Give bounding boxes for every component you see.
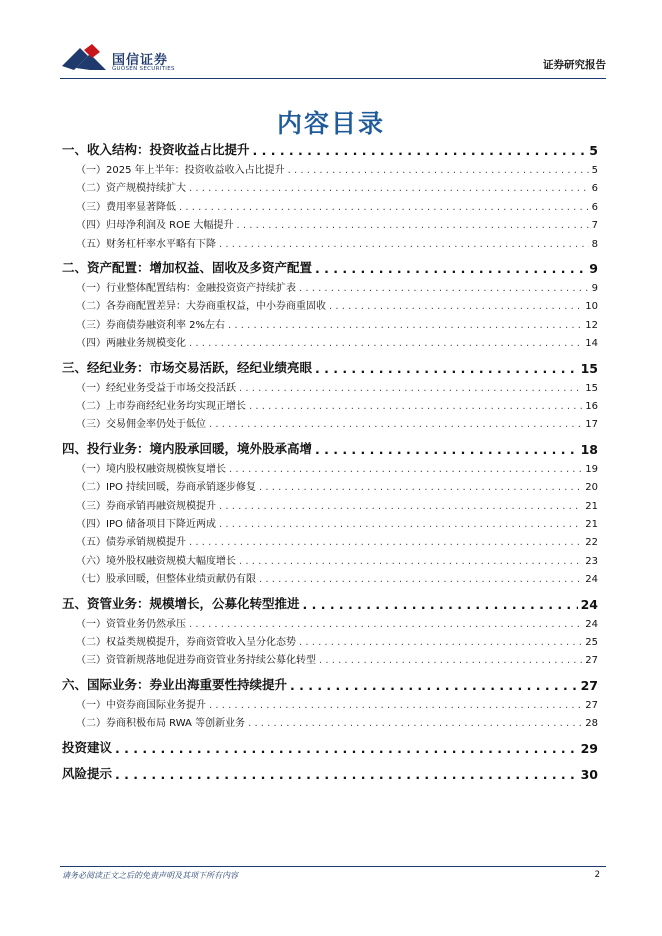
toc-subsection-entry[interactable] [62, 397, 598, 412]
toc-dot-leader [209, 419, 582, 430]
toc-entry-title: 一、收入结构：投资收益占比提升 [62, 142, 250, 157]
toc-subsection-entry[interactable] [62, 334, 598, 349]
toc-dot-leader [229, 464, 582, 475]
toc-subsection-entry[interactable] [62, 633, 598, 648]
toc-entry-title: 五、资管业务：规模增长，公募化转型推进 [62, 595, 300, 611]
toc-entry-title: （二）券商积极布局 RWA 等创新业务 [76, 718, 246, 730]
toc-entry-title: （二）IPO 持续回暖，券商承销逐步修复 [76, 482, 257, 494]
toc-dot-leader [248, 718, 582, 729]
toc-page-number: 15 [580, 360, 598, 376]
toc-entry-title: 三、经纪业务：市场交易活跃，经纪业绩亮眼 [62, 359, 313, 375]
toc-subsection-entry[interactable] [62, 198, 598, 213]
header-divider [60, 78, 606, 79]
toc-subsection-entry[interactable] [62, 179, 598, 194]
toc-subsection-entry[interactable] [62, 316, 598, 331]
toc-subsection-entry[interactable] [62, 615, 598, 630]
toc-dot-leader [249, 401, 582, 412]
toc-subsection-entry[interactable] [62, 478, 598, 493]
toc-page-number: 15 [585, 382, 598, 394]
toc-dot-leader [259, 482, 582, 493]
toc-entry-title: （一）中资券商国际业务提升 [76, 699, 206, 711]
toc-section-entry[interactable] [62, 258, 598, 276]
toc-dot-leader [189, 183, 589, 194]
toc-entry-title: （四）归母净利润及 ROE 大幅提升 [76, 220, 234, 232]
toc-subsection-entry[interactable] [62, 216, 598, 231]
toc-entry-title: （一）境内股权融资规模恢复增长 [76, 463, 226, 475]
toc-entry-title: （四）两融业务规模变化 [76, 338, 186, 350]
toc-dot-leader [237, 220, 589, 231]
toc-dot-leader [228, 320, 582, 331]
toc-page-number: 23 [585, 555, 598, 567]
toc-section-entry[interactable] [62, 140, 598, 158]
toc-entry-title: （三）券商承销再融资规模提升 [76, 500, 216, 512]
toc-dot-leader [290, 678, 578, 693]
toc-entry-title: （一）经纪业务受益于市场交投活跃 [76, 382, 236, 394]
toc-page-number: 14 [585, 338, 598, 350]
footer-divider [60, 866, 606, 867]
toc-subsection-entry[interactable] [62, 415, 598, 430]
toc-subsection-entry[interactable] [62, 714, 598, 729]
toc-subsection-entry[interactable] [62, 651, 598, 666]
toc-dot-leader [115, 767, 578, 782]
toc-subsection-entry[interactable] [62, 552, 598, 567]
toc-page-number: 10 [585, 301, 598, 313]
toc-entry-title: （二）各券商配置差异：大券商重权益，中小券商重固收 [76, 301, 326, 313]
toc-entry-title: （二）资产规模持续扩大 [76, 183, 186, 195]
toc-entry-title: （二）权益类规模提升，券商资管收入呈分化态势 [76, 637, 296, 648]
toc-page-number: 5 [591, 165, 598, 176]
toc-dot-leader [288, 165, 589, 176]
guosen-logo-icon [60, 42, 108, 74]
toc-dot-leader [329, 301, 582, 312]
toc-subsection-entry[interactable] [62, 696, 598, 711]
toc-entry-title: （三）资管新规落地促进券商资管业务持续公募化转型 [76, 655, 316, 667]
page-title: 内容目录 [276, 109, 385, 138]
toc-entry-title: （五）财务杠杆率水平略有下降 [76, 238, 216, 250]
toc-entry-title: （六）境外股权融资规模大幅度增长 [76, 555, 236, 567]
toc-entry-title: 六、国际业务：券业出海重要性持续提升 [62, 676, 288, 692]
toc-dot-leader [189, 537, 582, 548]
toc-entry-title: （四）IPO 储备项目下降近两成 [76, 519, 217, 530]
toc-subsection-entry[interactable] [62, 497, 598, 512]
toc-dot-leader [315, 442, 578, 457]
toc-dot-leader [219, 519, 582, 530]
page-header [60, 40, 606, 78]
toc-page-number: 21 [585, 519, 598, 530]
toc-page-number: 24 [580, 596, 598, 612]
toc-section-entry[interactable] [62, 675, 598, 693]
footer-disclaimer: 请务必阅读正文之后的免责声明及其项下所有内容 [62, 871, 238, 880]
toc-entry-title: （三）券商债券融资利率 2%左右 [76, 319, 226, 331]
toc-page-number: 16 [585, 401, 598, 412]
toc-page-number: 27 [585, 655, 598, 667]
company-logo [60, 40, 190, 78]
toc-page-number: 7 [591, 220, 598, 232]
logo-text-cn: 国信证券 [112, 53, 169, 68]
toc-section-entry[interactable] [62, 439, 598, 457]
toc-dot-leader [303, 597, 578, 612]
toc-entry-title: 二、资产配置：增加权益、固收及多资产配置 [62, 260, 313, 275]
toc-dot-leader [315, 361, 578, 376]
toc-page-number: 30 [580, 766, 598, 782]
toc-subsection-entry[interactable] [62, 297, 598, 312]
toc-subsection-entry[interactable] [62, 570, 598, 585]
toc-dot-leader [299, 637, 582, 648]
toc-subsection-entry[interactable] [62, 379, 598, 394]
toc-page-number: 6 [591, 201, 598, 213]
toc-page-number: 29 [580, 740, 598, 756]
toc-page-number: 21 [585, 500, 598, 512]
toc-entry-title: （一）2025 年上半年：投资收益收入占比提升 [76, 165, 285, 176]
report-type-label: 证券研究报告 [543, 59, 606, 71]
toc-dot-leader [239, 383, 582, 394]
toc-dot-leader [115, 741, 578, 756]
toc-entry-title: 四、投行业务：境内股承回暖，境外股承高增 [62, 440, 313, 456]
toc-page-number: 25 [585, 637, 598, 648]
toc-dot-leader [253, 143, 587, 158]
toc-dot-leader [239, 556, 582, 567]
toc-page-number: 20 [585, 482, 598, 494]
toc-dot-leader [315, 261, 586, 276]
toc-dot-leader [299, 283, 589, 294]
toc-dot-leader [179, 202, 589, 213]
toc-page-number: 6 [591, 183, 598, 195]
toc-section-entry[interactable] [62, 738, 598, 756]
toc-page-number: 24 [585, 574, 598, 586]
toc-entry-title: （二）上市券商经纪业务均实现正增长 [76, 401, 246, 412]
toc-entry-title: （一）资管业务仍然承压 [76, 618, 186, 630]
toc-page-number: 9 [589, 261, 598, 276]
toc-dot-leader [189, 619, 582, 630]
toc-entry-title: 风险提示 [62, 765, 113, 781]
logo-text-en: GUOSEN SECURITIES [112, 66, 175, 72]
toc-page-number: 27 [585, 699, 598, 711]
toc-page-number: 27 [580, 677, 598, 693]
toc-entry-title: （三）费用率显著降低 [76, 201, 176, 213]
toc-subsection-entry[interactable] [62, 161, 598, 176]
toc-page-number: 19 [585, 463, 598, 475]
toc-dot-leader [189, 338, 582, 349]
toc-subsection-entry[interactable] [62, 460, 598, 475]
toc-entry-title: （七）股承回暖，但整体业绩贡献仍有限 [76, 574, 256, 586]
toc-subsection-entry[interactable] [62, 235, 598, 250]
toc-page-number: 5 [589, 143, 598, 158]
toc-page-number: 9 [591, 283, 598, 294]
toc-page-number: 28 [585, 718, 598, 730]
toc-page-number: 18 [580, 441, 598, 457]
toc-dot-leader [319, 655, 582, 666]
toc-page-number: 22 [585, 537, 598, 549]
toc-dot-leader [219, 501, 582, 512]
toc-section-entry[interactable] [62, 358, 598, 376]
toc-dot-leader [209, 700, 582, 711]
toc-section-entry[interactable] [62, 594, 598, 612]
toc-dot-leader [259, 574, 582, 585]
toc-dot-leader [219, 239, 589, 250]
toc-page-number: 8 [591, 238, 598, 250]
toc-section-entry[interactable] [62, 764, 598, 782]
page-number: 2 [594, 870, 600, 880]
toc-entry-title: （三）交易佣金率仍处于低位 [76, 419, 206, 431]
toc-page-number: 17 [585, 419, 598, 431]
toc-page-number: 12 [585, 319, 598, 331]
toc-subsection-entry[interactable] [62, 533, 598, 548]
toc-subsection-entry[interactable] [62, 279, 598, 294]
toc-page-number: 24 [585, 618, 598, 630]
toc-subsection-entry[interactable] [62, 515, 598, 530]
toc-entry-title: （一）行业整体配置结构：金融投资资产持续扩表 [76, 283, 296, 294]
toc-entry-title: 投资建议 [62, 739, 113, 755]
toc-entry-title: （五）债券承销规模提升 [76, 537, 186, 549]
